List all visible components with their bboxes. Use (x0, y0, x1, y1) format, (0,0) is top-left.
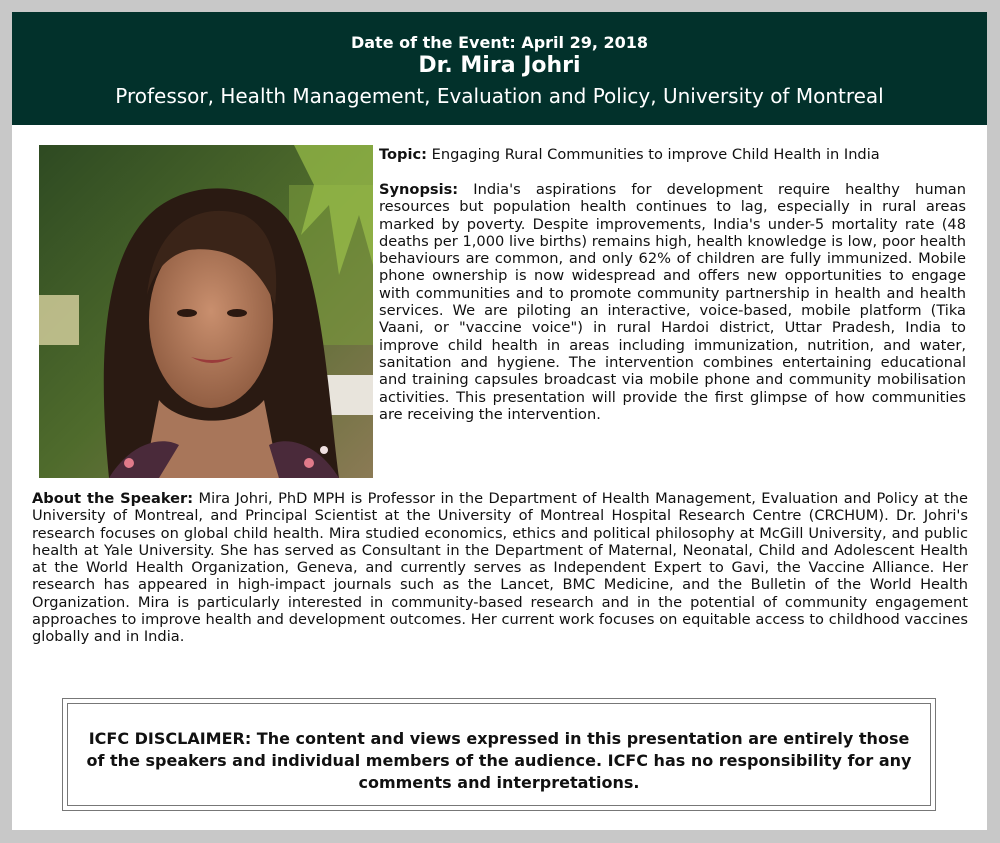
about-text: Mira Johri, PhD MPH is Professor in the Department of Health Management, Evaluation and Policy at the University of Montreal, and Principal Scientist at the University of Montreal Hospital Research Centre (CRCHUM). Dr. Johri's research focuses on global child health. Mira studied economics, ethics and political philosophy at McGill University, and public health at Yale University. She has served as Consultant in the Department of Maternal, Neonatal, Child and Adolescent Health at the World Health Organization, Geneva, and currently serves as Independent Expert to Gavi, the Vaccine Alliance. Her research has appeared in high-impact journals such as the Lancet, BMC Medicine, and the Bulletin of the World Health Organization. Mira is particularly interested in community-based research and in the potential of community engagement approaches to improve health and development outcomes. Her current work focuses on equitable access to childhood vaccines globally and in India. (32, 490, 968, 646)
about-speaker (32, 490, 968, 646)
synopsis-label: Synopsis: (379, 181, 459, 198)
header-banner (12, 12, 987, 125)
speaker-name: Dr. Mira Johri (418, 53, 581, 78)
topic-label: Topic: (379, 146, 427, 163)
disclaimer-text: ICFC DISCLAIMER: The content and views expressed in this presentation are entirely those of the speakers and individual members of the audience. ICFC has no responsibility for any comments and interpretations. (67, 703, 931, 806)
disclaimer-box (62, 698, 936, 811)
speaker-title: Professor, Health Management, Evaluation and Policy, University of Montreal (115, 84, 884, 108)
event-date: Date of the Event: April 29, 2018 (350, 33, 649, 52)
event-flyer (12, 12, 987, 830)
topic-text: Engaging Rural Communities to improve Child Health in India (431, 146, 880, 163)
synopsis (379, 181, 966, 423)
speaker-photo (39, 145, 373, 478)
synopsis-text: India's aspirations for development require healthy human resources but population health continues to lag, especially in rural areas marked by poverty. Despite improvements, India's under-5 mortality rate (48 deaths per 1,000 live births) remains high, health knowledge is low, poor health behaviours are common, and only 62% of children are fully immunized. Mobile phone ownership is now widespread and offers new opportunities to engage with communities and to promote community partnership in health and health services. We are piloting an interactive, voice-based, mobile platform (Tika Vaani, or "vaccine voice") in rural Hardoi district, Uttar Pradesh, India to improve child health in areas including immunization, nutrition, and water, sanitation and hygiene. The intervention combines entertaining educational and training capsules broadcast via mobile phone and community mobilisation activities. This presentation will provide the first glimpse of how communities are receiving the intervention. (379, 181, 967, 423)
topic (379, 146, 969, 164)
about-label: About the Speaker: (32, 490, 194, 507)
